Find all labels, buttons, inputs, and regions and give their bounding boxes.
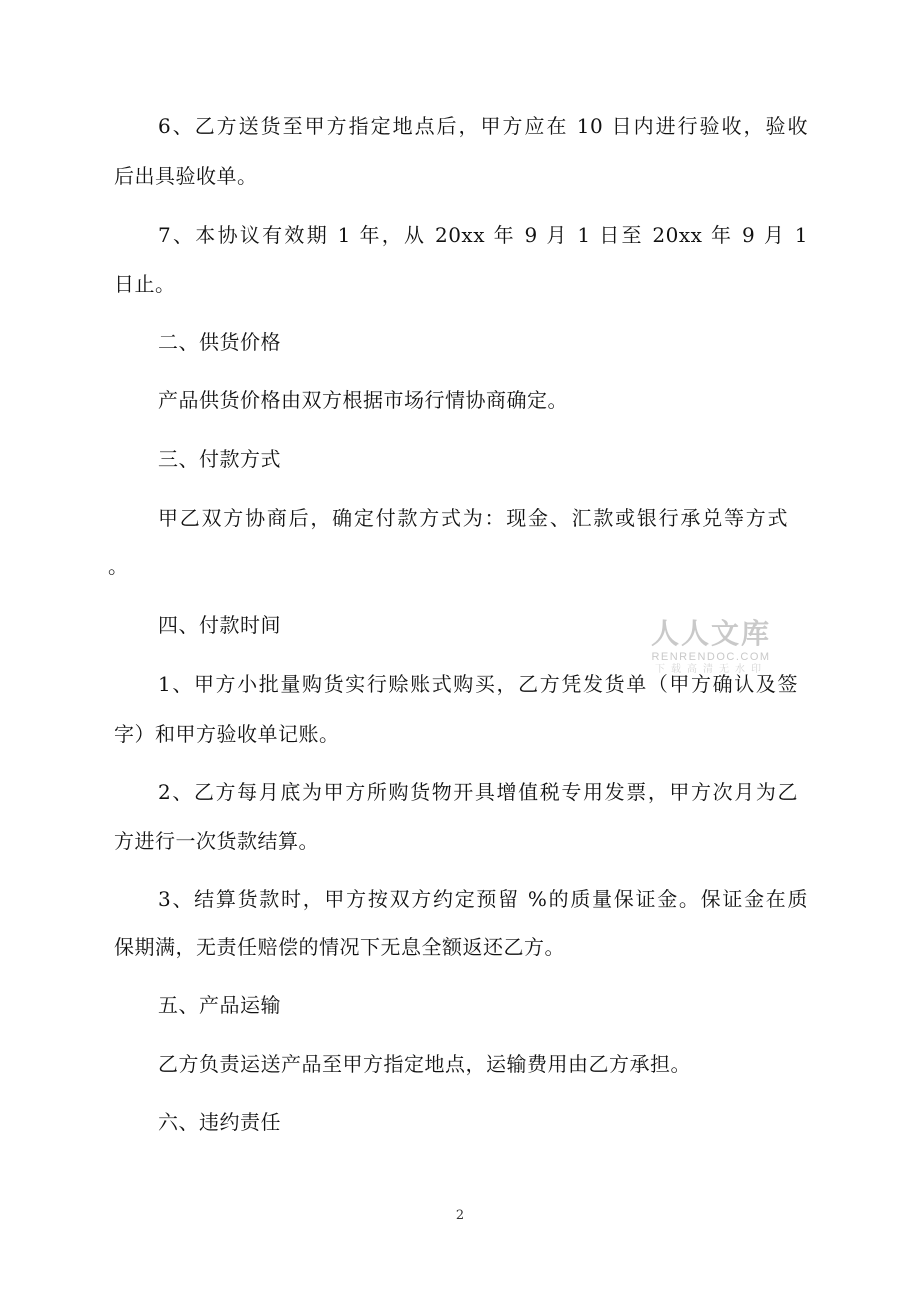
page-number: 2: [455, 1208, 465, 1223]
text-line: 产品供货价格由双方根据市场行情协商确定。: [158, 388, 568, 412]
section-heading: 四、付款时间: [158, 613, 281, 637]
text-line: 。: [108, 554, 129, 578]
text-line: 3、结算货款时，甲方按双方约定预留 %的质量保证金。保证金在质: [158, 887, 808, 911]
text-line: 字）和甲方验收单记账。: [114, 722, 340, 746]
section-heading: 五、产品运输: [158, 993, 281, 1017]
watermark-title: 人人文库: [650, 617, 771, 650]
section-heading: 二、供货价格: [158, 330, 281, 354]
watermark-domain: RENRENDOC.COM: [651, 651, 771, 663]
text-line: 方进行一次货款结算。: [114, 829, 319, 853]
text-line: 2、乙方每月底为甲方所购货物开具增值税专用发票，甲方次月为乙: [158, 780, 798, 804]
watermark-subtitle: 下载高清无水印: [655, 664, 767, 675]
text-line: 乙方负责运送产品至甲方指定地点，运输费用由乙方承担。: [158, 1052, 691, 1076]
section-heading: 六、违约责任: [158, 1110, 281, 1134]
watermark: [646, 618, 776, 676]
text-line: 保期满，无责任赔偿的情况下无息全额返还乙方。: [114, 935, 565, 959]
text-line: 7、本协议有效期 1 年，从 20xx 年 9 月 1 日至 20xx 年 9 月 1: [158, 223, 808, 247]
text-line: 1、甲方小批量购货实行赊账式购买，乙方凭发货单（甲方确认及签: [158, 672, 798, 696]
text-line: 日止。: [114, 272, 176, 296]
section-heading: 三、付款方式: [158, 447, 281, 471]
text-line: 甲乙双方协商后，确定付款方式为：现金、汇款或银行承兑等方式: [158, 506, 788, 530]
text-line: 6、乙方送货至甲方指定地点后，甲方应在 10 日内进行验收，验收: [158, 114, 808, 138]
text-line: 后出具验收单。: [114, 164, 258, 188]
